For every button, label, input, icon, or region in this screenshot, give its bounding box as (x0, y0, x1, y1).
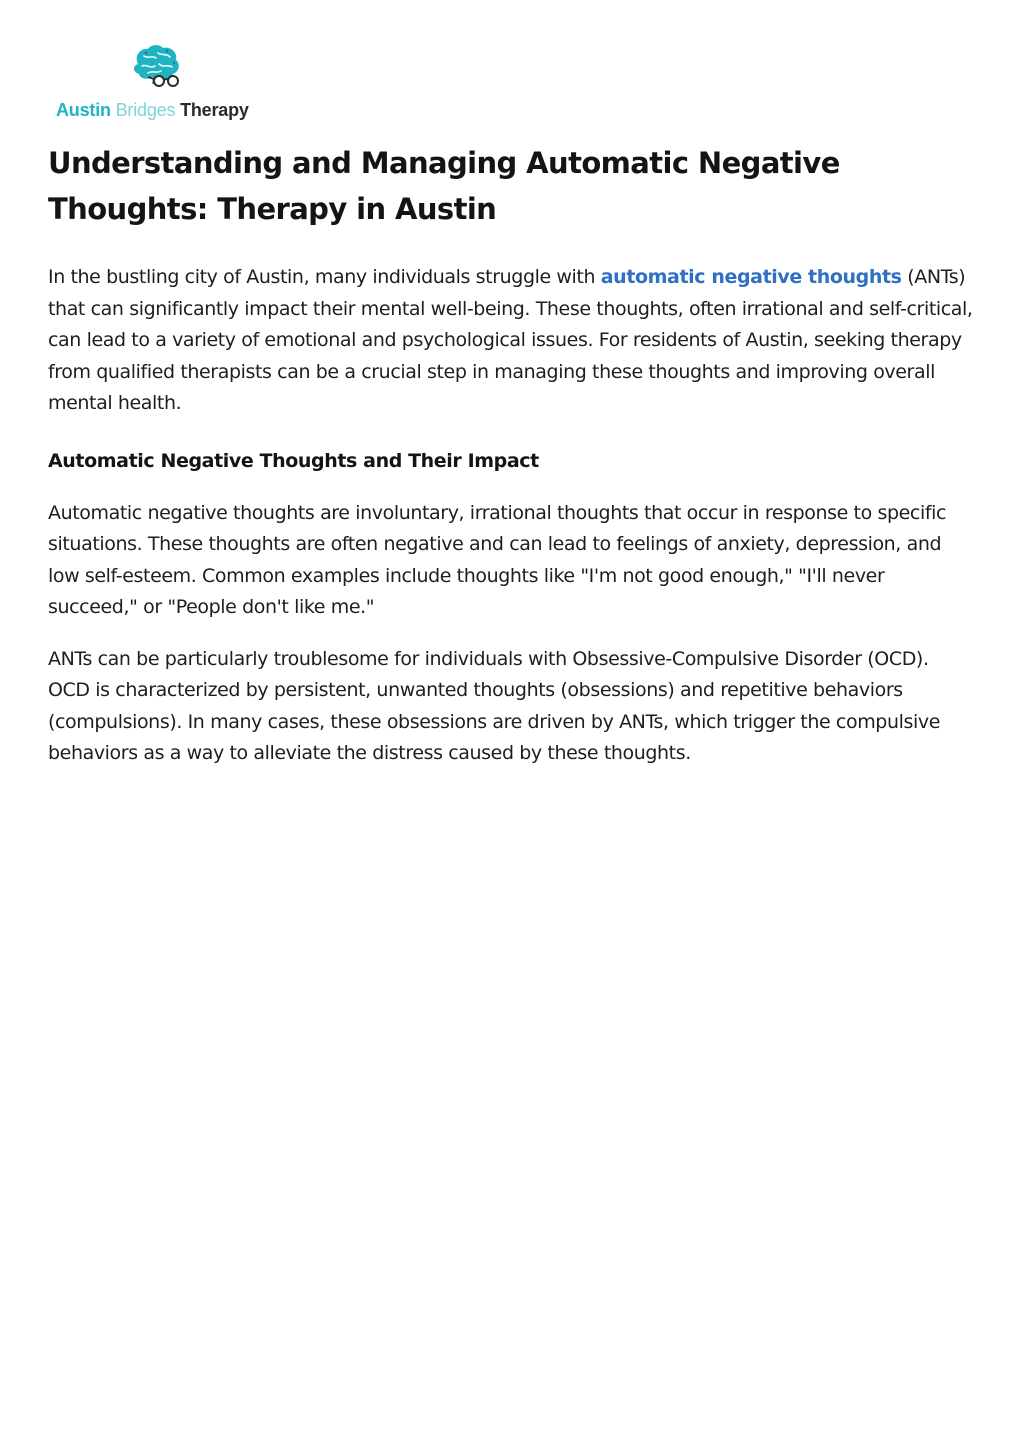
logo-word-bridges: Bridges (115, 100, 176, 120)
intro-paragraph (48, 262, 973, 420)
body-paragraph-ocd: ANTs can be particularly troublesome for individuals with Obsessive-Compulsive Disorder (OCD). OCD is characterized by persistent, unwanted thoughts (obsessions) and repetitive behaviors (compulsions). In many cases, these obsessions are driven by ANTs, which trigger the compulsive behaviors as a way to alleviate the distress caused by these thoughts. (48, 647, 940, 764)
body-paragraph-ants-definition: Automatic negative thoughts are involuntary, irrational thoughts that occur in response to specific situations. These thoughts are often negative and can lead to feelings of anxiety, depression, and low self-esteem. Common examples include thoughts like "I'm not good enough," "I'll never succeed," or "People don't like me." (48, 501, 947, 618)
automatic-negative-thoughts-link[interactable]: automatic negative thoughts (600, 266, 902, 288)
article-content (48, 140, 973, 770)
intro-text-after-link: (ANTs) that can significantly impact their mental well-being. These thoughts, often irrational and self-critical, can lead to a variety of emotional and psychological issues. For residents of Austin, seeking therapy from qualified therapists can be a crucial step in managing these thoughts and improving overall mental health. (48, 266, 973, 414)
site-logo[interactable] (54, 44, 264, 124)
brain-with-glasses-icon (126, 44, 186, 92)
page-title: Understanding and Managing Automatic Negative Thoughts: Therapy in Austin (48, 146, 840, 226)
intro-text-before-link: In the bustling city of Austin, many individuals struggle with (48, 266, 601, 288)
logo-word-austin: Austin (56, 100, 111, 120)
section-heading: Automatic Negative Thoughts and Their Impact (48, 449, 539, 472)
logo-wordmark (56, 100, 249, 121)
logo-word-therapy: Therapy (180, 100, 249, 120)
